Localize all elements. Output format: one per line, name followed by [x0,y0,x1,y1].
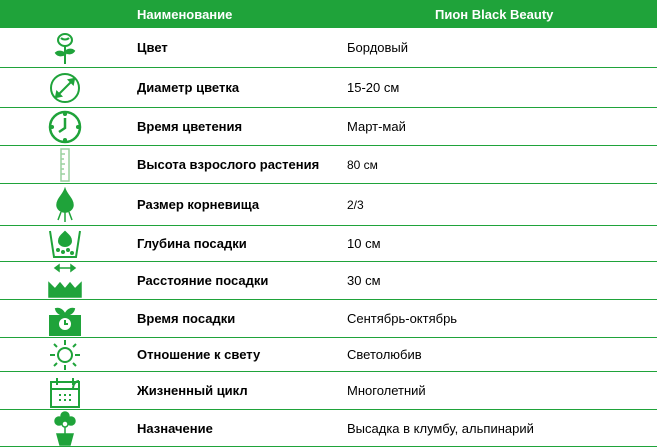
table-row [0,410,657,447]
row-value: Многолетний [347,383,426,398]
row-name: Время цветения [137,119,243,134]
row-value: Светолюбив [347,347,422,362]
bulb-root-icon [0,187,130,223]
table-row [0,28,657,68]
potted-flower-icon [0,410,130,446]
row-name: Жизненный цикл [137,383,248,398]
row-value: 2/3 [347,197,364,212]
row-name: Время посадки [137,311,236,326]
table-row [0,146,657,184]
row-name: Глубина посадки [137,236,247,251]
table-row [0,184,657,226]
table-header [0,0,657,28]
table-row [0,262,657,300]
row-value: 15-20 см [347,80,400,95]
table-row [0,300,657,338]
row-name: Размер корневища [137,197,260,212]
row-name: Диаметр цветка [137,80,240,95]
table-row [0,338,657,372]
table-row [0,68,657,108]
row-value: Март-май [347,119,406,134]
table-row [0,226,657,262]
row-value: Бордовый [347,40,409,55]
planting-time-icon [0,301,130,337]
rose-flower-icon [0,30,130,66]
header-name-label: Наименование [137,6,233,22]
row-name: Высота взрослого растения [137,157,320,172]
life-cycle-calendar-icon [0,373,130,409]
row-value: 80 см [347,157,378,172]
planting-distance-icon [0,263,130,299]
row-value: Высадка в клумбу, альпинарий [347,420,534,436]
table-row [0,372,657,410]
header-value-label: Пион Black Beauty [435,6,554,22]
row-name: Цвет [137,40,168,55]
row-value: 30 см [347,273,381,288]
row-name: Расстояние посадки [137,273,269,288]
row-value: 10 см [347,236,381,251]
row-name: Отношение к свету [137,347,261,362]
planting-depth-icon [0,226,130,262]
table-row [0,108,657,146]
row-name: Назначение [137,420,213,436]
diameter-icon [0,70,130,106]
row-value: Сентябрь-октябрь [347,311,458,326]
sun-icon [0,337,130,373]
ruler-icon [0,147,130,183]
clock-icon [0,109,130,145]
